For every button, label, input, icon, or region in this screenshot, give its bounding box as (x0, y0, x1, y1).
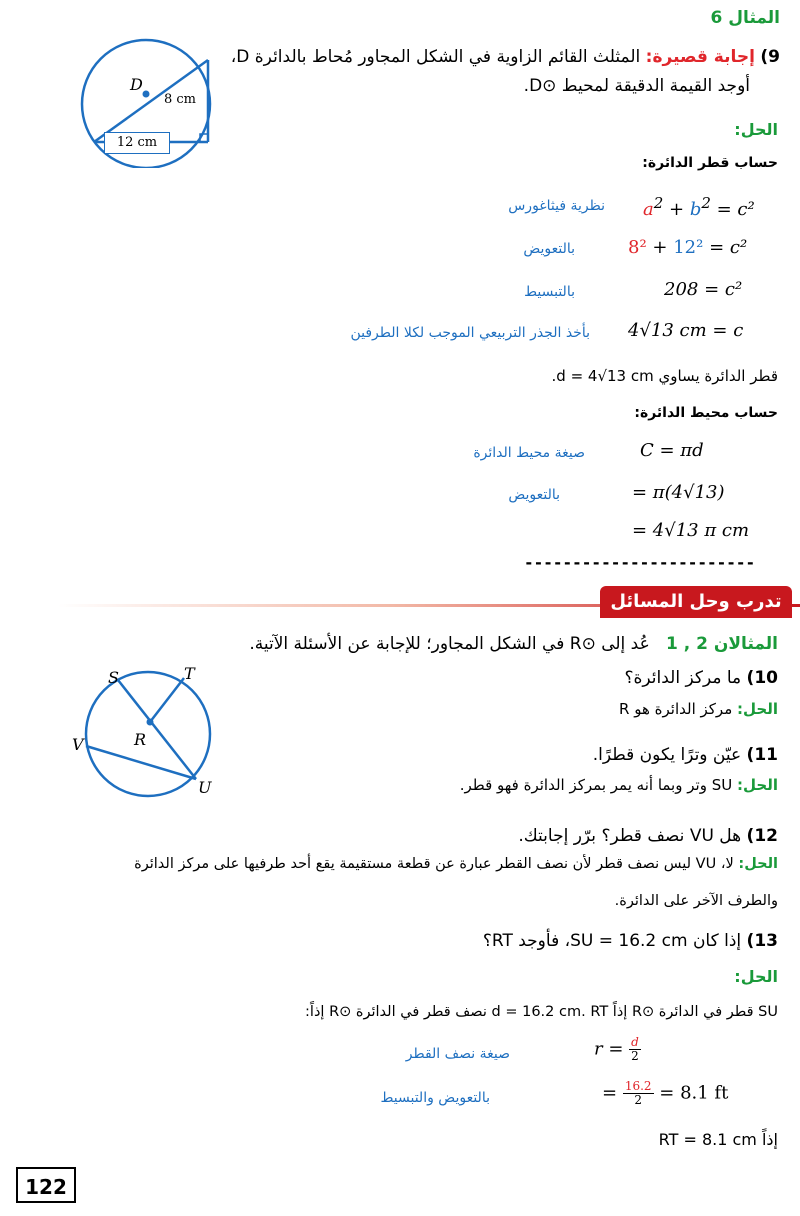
solution-label-9: الحل: (734, 120, 778, 139)
label-r: R (134, 730, 147, 749)
center-point-r (147, 719, 154, 726)
radius-formula: r = $\frac{d}{2}$ (594, 1035, 639, 1063)
diameter-statement: قطر الدائرة يساوي d = 4√13 cm. (551, 367, 778, 385)
center-point-d (143, 91, 150, 98)
circumference-row-3: = 4√13 π cm (632, 520, 750, 541)
separator-dashes: ------------------------ (524, 553, 756, 572)
practice-intro (158, 634, 778, 654)
solution-12-line1: الحل: لا، VU ليس نصف قطر لأن نصف القطر عبارة عن قطعة مستقيمة يقع أحد طرفيها على مركز الدائرة (134, 856, 778, 872)
circumference-row-1: C = πd (640, 440, 704, 461)
label-s: S (108, 668, 119, 687)
radius-rt (150, 678, 184, 722)
pythag-desc-4: بأخذ الجذر التربيعي الموجب لكلا الطرفين (350, 325, 590, 341)
radius-substitution: = $\frac{16.2}{2}$ = 8.1 ft (602, 1079, 729, 1107)
pythag-row-4: 4√13 cm = c (628, 320, 744, 341)
question-9 (220, 47, 780, 67)
question-9-label: إجابة قصيرة: (645, 47, 755, 67)
circle-r-figure (78, 664, 218, 798)
pythag-row-3: 208 = c² (664, 279, 743, 300)
final-answer-13: إذاً RT = 8.1 cm (658, 1130, 778, 1149)
subheading-circumference: حساب محيط الدائرة: (634, 405, 778, 421)
question-9-line1: المثلث القائم الزاوية في الشكل المجاور مُحاط بالدائرة D، (230, 47, 641, 67)
banner-title: تدرب وحل المسائل (600, 586, 792, 618)
label-d: D (130, 75, 143, 94)
page-number: 122 (16, 1167, 76, 1203)
examples-label: المثالان 2 , 1 (665, 634, 778, 654)
pythag-row-2: 8² + 12² = c² (628, 237, 748, 258)
label-12cm-box (104, 132, 170, 154)
radius-substitution-desc: بالتعويض والتبسيط (380, 1090, 490, 1106)
question-10: 10) ما مركز الدائرة؟ (624, 668, 778, 688)
question-9-line2: أوجد القيمة الدقيقة لمحيط ⊙D. (523, 76, 750, 96)
solution-10: الحل: مركز الدائرة هو R (619, 700, 778, 718)
pythag-desc-1: نظرية فيثاغورس (508, 198, 605, 214)
label-12cm: 12 cm (116, 135, 158, 150)
radius-formula-desc: صيغة نصف القطر (405, 1046, 510, 1062)
practice-banner (58, 586, 800, 622)
pythag-row-1: $a^2 + b^2 = c^2$ (643, 194, 755, 220)
pythag-desc-3: بالتبسيط (524, 284, 575, 300)
question-12: 12) هل VU نصف قطر؟ برّر إجابتك. (518, 826, 778, 846)
chord-su (118, 680, 196, 779)
subheading-diameter: حساب قطر الدائرة: (642, 155, 778, 171)
solution-11: الحل: SU وتر وبما أنه يمر بمركز الدائرة فهو قطر. (459, 776, 778, 794)
solution-13-statement: SU قطر في الدائرة ⊙R إذاً d = 16.2 cm. RT نصف قطر في الدائرة ⊙R إذاً: (305, 1004, 778, 1020)
question-9-number: 9) (760, 47, 780, 67)
practice-intro-text: عُد إلى ⊙R في الشكل المجاور؛ للإجابة عن الأسئلة الآتية. (249, 634, 650, 654)
circumference-desc-2: بالتعويض (508, 487, 560, 503)
pythag-desc-2: بالتعويض (523, 241, 575, 257)
circumference-row-2: = π(4√13) (632, 482, 725, 503)
label-8cm: 8 cm (164, 92, 197, 107)
circumference-desc-1: صيغة محيط الدائرة (473, 445, 585, 461)
question-11: 11) عيّن وترًا يكون قطرًا. (592, 745, 778, 765)
question-13: 13) إذا كان SU = 16.2 cm، فأوجد RT؟ (482, 931, 778, 951)
chord-vu (86, 746, 196, 779)
label-t: T (184, 664, 195, 683)
solution-12-line2: والطرف الآخر على الدائرة. (614, 893, 778, 909)
solution-label-13: الحل: (734, 967, 778, 986)
label-v: V (72, 735, 84, 754)
label-u: U (198, 778, 212, 797)
example-heading: المثال 6 (710, 8, 780, 28)
